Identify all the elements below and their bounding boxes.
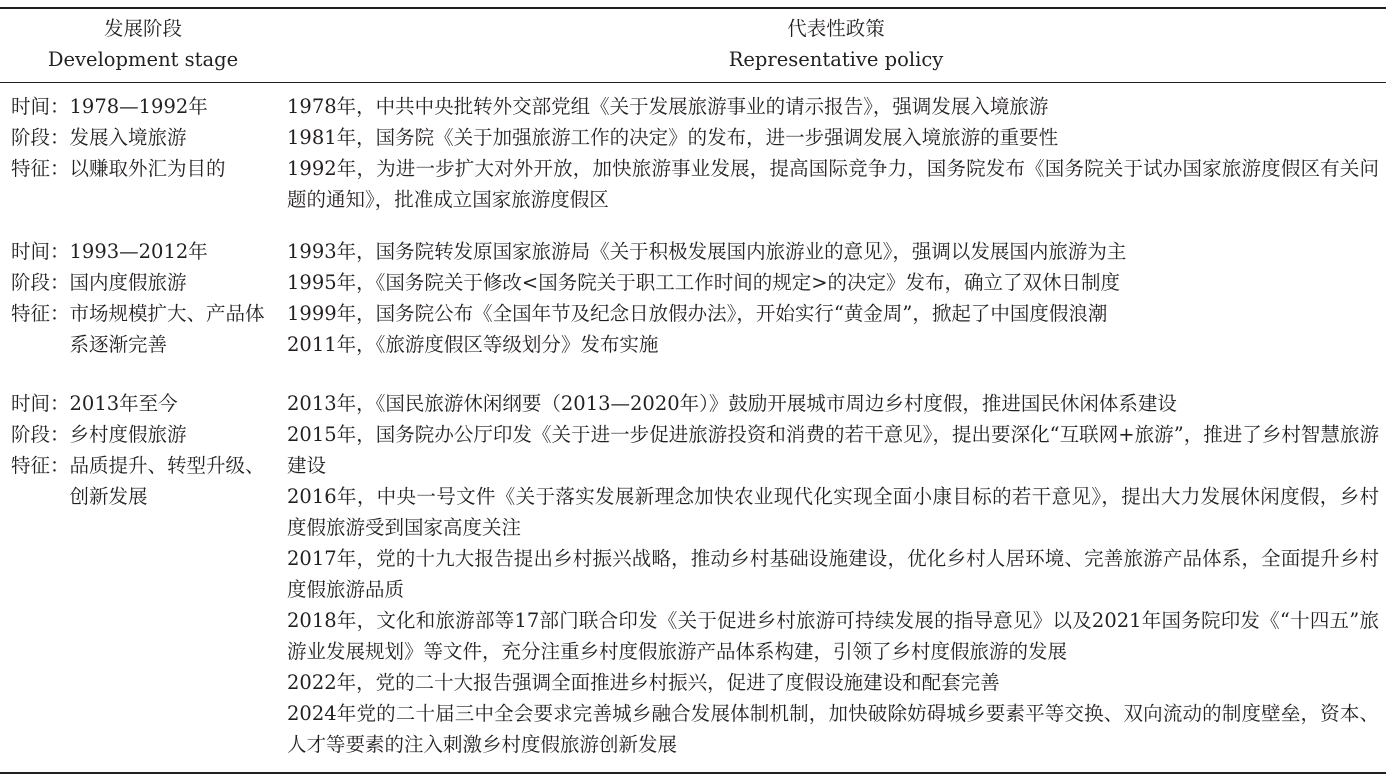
policy-cell	[287, 388, 1379, 760]
stage-name	[11, 419, 273, 450]
header-stage-en: Development stage	[47, 48, 239, 71]
header-stage	[0, 13, 286, 75]
policy-item: 1978年，中共中央批转外交部党组《关于发展旅游事业的请示报告》，强调发展入境旅游	[287, 95, 1049, 118]
header-stage-zh: 发展阶段	[103, 17, 182, 40]
stage-name	[11, 267, 273, 298]
policy-item: 1999年，国务院公布《全国年节及纪念日放假办法》，开始实行“黄金周”，掀起了中国度假浪潮	[287, 302, 1108, 325]
table-bottom-rule	[0, 772, 1386, 774]
policy-cell	[287, 91, 1379, 215]
time-value: 1978—1992年	[69, 95, 208, 118]
stage-key: 阶段：	[11, 126, 70, 149]
feature-value: 品质提升、转型升级、创新发展	[69, 454, 265, 508]
policy-item: 2024年党的二十届三中全会要求完善城乡融合发展体制机制，加快破除妨碍城乡要素平等交换、双向流动的制度壁垒，资本、人才等要素的注入刺激乡村度假旅游创新发展	[287, 702, 1379, 756]
policy-item: 2013年，《国民旅游休闲纲要（2013—2020年）》鼓励开展城市周边乡村度假，推进国民休闲体系建设	[287, 392, 1177, 415]
feature-key: 特征：	[11, 157, 70, 180]
policy-item: 2018年，文化和旅游部等17部门联合印发《关于促进乡村旅游可持续发展的指导意见》以及2021年国务院印发《“十四五”旅游业发展规划》等文件，充分注重乡村度假旅游产品体系构建，引领了乡村度假旅游的发展	[287, 609, 1379, 663]
header-policy	[286, 13, 1386, 75]
stage-value: 发展入境旅游	[69, 126, 187, 149]
policy-item: 2015年，国务院办公厅印发《关于进一步促进旅游投资和消费的若干意见》，提出要深化“互联网+旅游”，推进了乡村智慧旅游建设	[287, 423, 1379, 477]
time-value: 2013年至今	[69, 392, 178, 415]
time-key: 时间：	[11, 95, 70, 118]
stage-key: 阶段：	[11, 271, 70, 294]
stage-value: 乡村度假旅游	[69, 423, 187, 446]
stage-feature	[11, 298, 273, 360]
stage-time	[11, 91, 273, 122]
stage-time	[11, 236, 273, 267]
stage-feature	[11, 153, 273, 184]
time-key: 时间：	[11, 392, 70, 415]
stage-cell	[11, 388, 273, 512]
policy-cell	[287, 236, 1379, 360]
stage-name	[11, 122, 273, 153]
stage-key: 阶段：	[11, 423, 70, 446]
feature-key: 特征：	[11, 302, 70, 325]
policy-item: 1992年，为进一步扩大对外开放，加快旅游事业发展，提高国际竞争力，国务院发布《国务院关于试办国家旅游度假区有关问题的通知》，批准成立国家旅游度假区	[287, 157, 1379, 211]
header-policy-en: Representative policy	[728, 48, 944, 71]
stage-cell	[11, 91, 273, 184]
policy-item: 2017年，党的十九大报告提出乡村振兴战略，推动乡村基础设施建设，优化乡村人居环境、完善旅游产品体系，全面提升乡村度假旅游品质	[287, 547, 1379, 601]
stage-cell	[11, 236, 273, 360]
feature-value: 市场规模扩大、产品体系逐渐完善	[69, 302, 265, 356]
stage-value: 国内度假旅游	[69, 271, 187, 294]
time-key: 时间：	[11, 240, 70, 263]
policy-item: 1993年，国务院转发原国家旅游局《关于积极发展国内旅游业的意见》，强调以发展国内旅游为主	[287, 240, 1127, 263]
policy-item: 2011年，《旅游度假区等级划分》发布实施	[287, 333, 659, 356]
table-top-rule	[0, 7, 1386, 9]
feature-value: 以赚取外汇为目的	[69, 157, 226, 180]
header-policy-zh: 代表性政策	[787, 17, 885, 40]
time-value: 1993—2012年	[69, 240, 208, 263]
stage-time	[11, 388, 273, 419]
policy-item: 2016年，中央一号文件《关于落实发展新理念加快农业现代化实现全面小康目标的若干意见》，提出大力发展休闲度假，乡村度假旅游受到国家高度关注	[287, 485, 1379, 539]
policy-item: 2022年，党的二十大报告强调全面推进乡村振兴，促进了度假设施建设和配套完善	[287, 671, 1000, 694]
stage-feature	[11, 450, 273, 512]
feature-key: 特征：	[11, 454, 70, 477]
table-header-rule	[0, 82, 1386, 83]
policy-item: 1995年，《国务院关于修改<国务院关于职工工作时间的规定>的决定》发布，确立了双休日制度	[287, 271, 1121, 294]
policy-item: 1981年，国务院《关于加强旅游工作的决定》的发布，进一步强调发展入境旅游的重要性	[287, 126, 1059, 149]
